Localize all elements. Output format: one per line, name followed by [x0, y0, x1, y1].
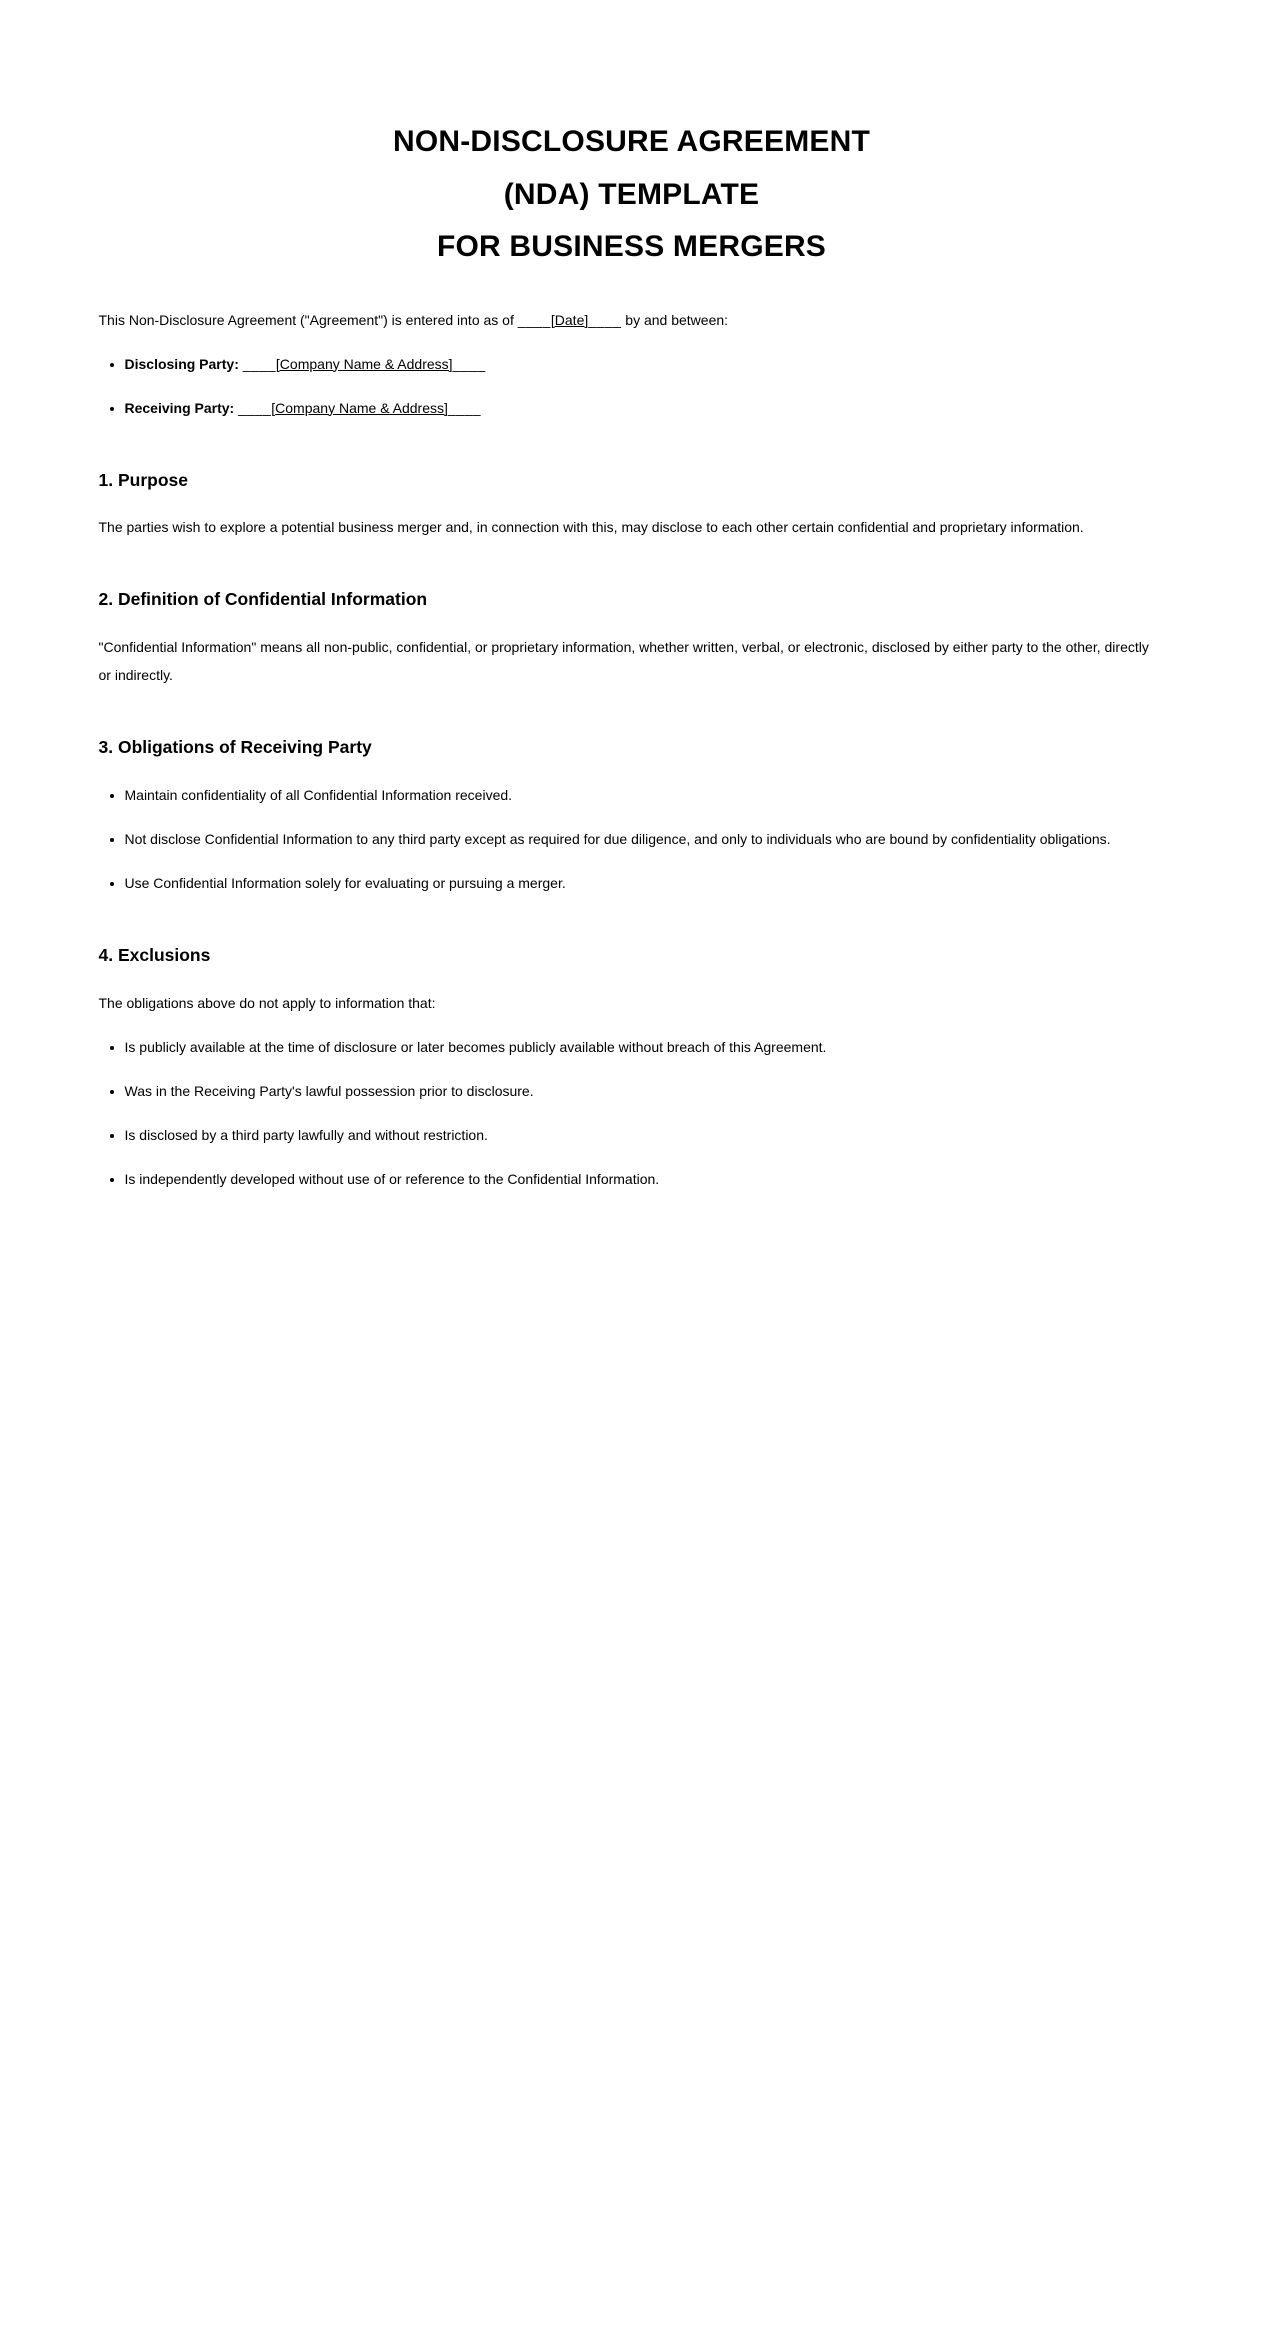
- exclusion-item: • Is publicly available at the time of disclosure or later becomes publicly available without breach of this Agreement.: [125, 1033, 1165, 1061]
- section-exclusions: [99, 941, 1165, 1193]
- party-item-disclosing: [125, 350, 1165, 378]
- section-heading-purpose: 1. Purpose: [98, 469, 188, 490]
- section-obligations: [99, 733, 1165, 897]
- intro-text-before: This Non-Disclosure Agreement ("Agreement") is entered into as of: [98, 311, 518, 328]
- exclusions-paragraph: The obligations above do not apply to information that:: [98, 994, 436, 1011]
- date-blank-right: ____: [588, 311, 622, 328]
- disclosing-company-placeholder: [Company Name & Address]: [275, 355, 453, 372]
- definition-paragraph: "Confidential Information" means all non-public, confidential, or proprietary information, whether written, verbal, or electronic, disclosed by either party to the other, directly or indirectly.: [98, 639, 1149, 683]
- receiving-blank-left: ____: [238, 399, 272, 416]
- purpose-paragraph: The parties wish to explore a potential business merger and, in connection with this, may disclose to each other certain confidential and proprietary information.: [98, 519, 1084, 536]
- section-purpose: [99, 466, 1165, 542]
- party-list: [99, 350, 1165, 422]
- title-line-1: NON-DISCLOSURE AGREEMENT: [392, 125, 871, 158]
- receiving-party-label: Receiving Party:: [124, 399, 235, 416]
- section-definition: [99, 585, 1165, 689]
- obligations-list: [99, 781, 1165, 897]
- section-heading-exclusions: 4. Exclusions: [98, 944, 211, 965]
- title-line-3: FOR BUSINESS MERGERS: [436, 230, 827, 263]
- receiving-company-placeholder: [Company Name & Address]: [271, 399, 448, 416]
- disclosing-blank-left: ____: [242, 355, 276, 372]
- exclusion-item: • Is disclosed by a third party lawfully and without restriction.: [125, 1121, 1165, 1149]
- section-heading-obligations: 3. Obligations of Receiving Party: [98, 737, 372, 757]
- receiving-blank-right: ____: [447, 399, 482, 416]
- party-item-receiving: [125, 394, 1165, 422]
- intro-text-after: by and between:: [621, 311, 729, 328]
- disclosing-blank-right: ____: [452, 355, 486, 372]
- obligation-item: • Maintain confidentiality of all Confidential Information received.: [125, 781, 1165, 809]
- date-blank-left: ____: [517, 311, 551, 328]
- title-line-2: (NDA) TEMPLATE: [503, 177, 760, 211]
- document-page: [99, 0, 1165, 1277]
- date-placeholder: [Date]: [550, 311, 589, 328]
- obligation-item: • Not disclose Confidential Information to any third party except as required for due diligence, and only to individuals who are bound by confidentiality obligations.: [125, 825, 1165, 853]
- disclosing-party-label: Disclosing Party:: [124, 355, 239, 372]
- exclusion-item: • Was in the Receiving Party's lawful possession prior to disclosure.: [125, 1077, 1165, 1105]
- obligation-item: • Use Confidential Information solely for evaluating or pursuing a merger.: [125, 869, 1165, 897]
- section-heading-definition: 2. Definition of Confidential Information: [98, 589, 428, 610]
- document-title: [99, 116, 1165, 274]
- exclusions-list: [99, 1033, 1165, 1193]
- intro-paragraph: [99, 306, 1165, 334]
- exclusion-item: • Is independently developed without use of or reference to the Confidential Information.: [125, 1165, 1165, 1193]
